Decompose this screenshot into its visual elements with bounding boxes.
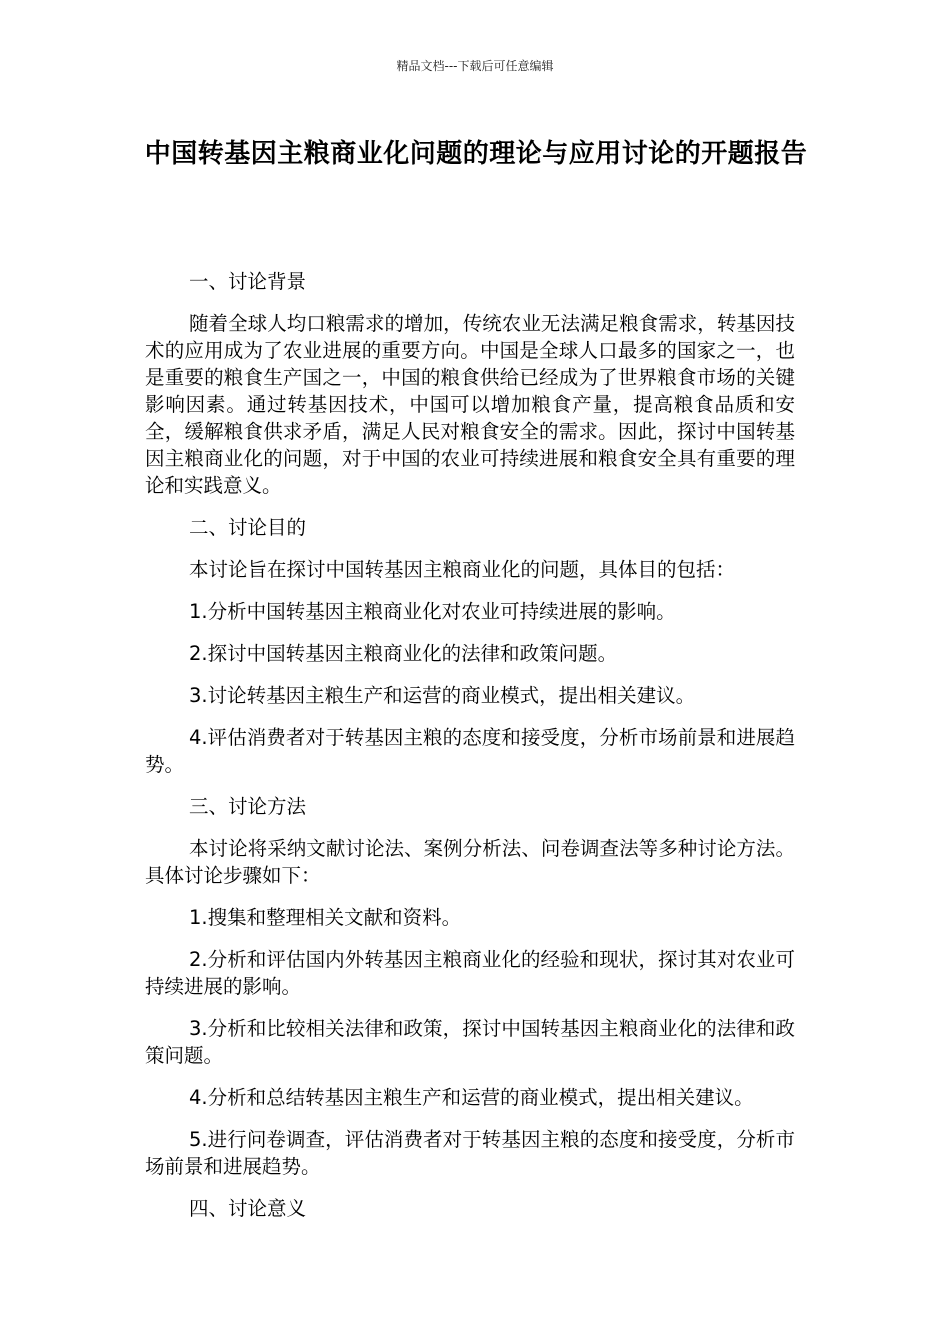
section-heading: 三、讨论方法 [189, 795, 307, 818]
list-item: 2.分析和评估国内外转基因主粮商业化的经验和现状，探讨其对农业可持续进展的影响。 [145, 948, 795, 998]
list-item: 4.评估消费者对于转基因主粮的态度和接受度，分析市场前景和进展趋势。 [145, 726, 795, 776]
section-heading: 一、讨论背景 [189, 270, 307, 293]
paragraph: 本讨论将采纳文献讨论法、案例分析法、问卷调查法等多种讨论方法。具体讨论步骤如下： [145, 837, 795, 887]
header-note: 精品文档---下载后可任意编辑 [396, 59, 554, 73]
list-item: 4.分析和总结转基因主粮生产和运营的商业模式，提出相关建议。 [189, 1086, 754, 1109]
paragraph: 随着全球人均口粮需求的增加，传统农业无法满足粮食需求，转基因技术的应用成为了农业进展的重要方向。中国是全球人口最多的国家之一，也是重要的粮食生产国之一，中国的粮食供给已经成为了世界粮食市场的关键影响因素。通过转基因技术，中国可以增加粮食产量，提高粮食品质和安全，缓解粮食供求矛盾，满足人民对粮食安全的需求。因此，探讨中国转基因主粮商业化的问题，对于中国的农业可持续进展和粮食安全具有重要的理论和实践意义。 [145, 312, 795, 497]
document-title: 中国转基因主粮商业化问题的理论与应用讨论的开题报告 [144, 139, 808, 169]
list-item: 3.讨论转基因主粮生产和运营的商业模式，提出相关建议。 [189, 684, 696, 707]
list-item: 2.探讨中国转基因主粮商业化的法律和政策问题。 [189, 642, 618, 665]
paragraph: 本讨论旨在探讨中国转基因主粮商业化的问题，具体目的包括： [189, 558, 736, 581]
document-body [145, 268, 795, 1237]
list-item: 1.分析中国转基因主粮商业化对农业可持续进展的影响。 [189, 600, 676, 623]
section-heading: 四、讨论意义 [189, 1197, 307, 1220]
list-item: 1.搜集和整理相关文献和资料。 [189, 906, 462, 929]
list-item: 5.进行问卷调查，评估消费者对于转基因主粮的态度和接受度，分析市场前景和进展趋势。 [145, 1128, 795, 1178]
list-item: 3.分析和比较相关法律和政策，探讨中国转基因主粮商业化的法律和政策问题。 [145, 1017, 795, 1067]
section-heading: 二、讨论目的 [189, 516, 307, 539]
